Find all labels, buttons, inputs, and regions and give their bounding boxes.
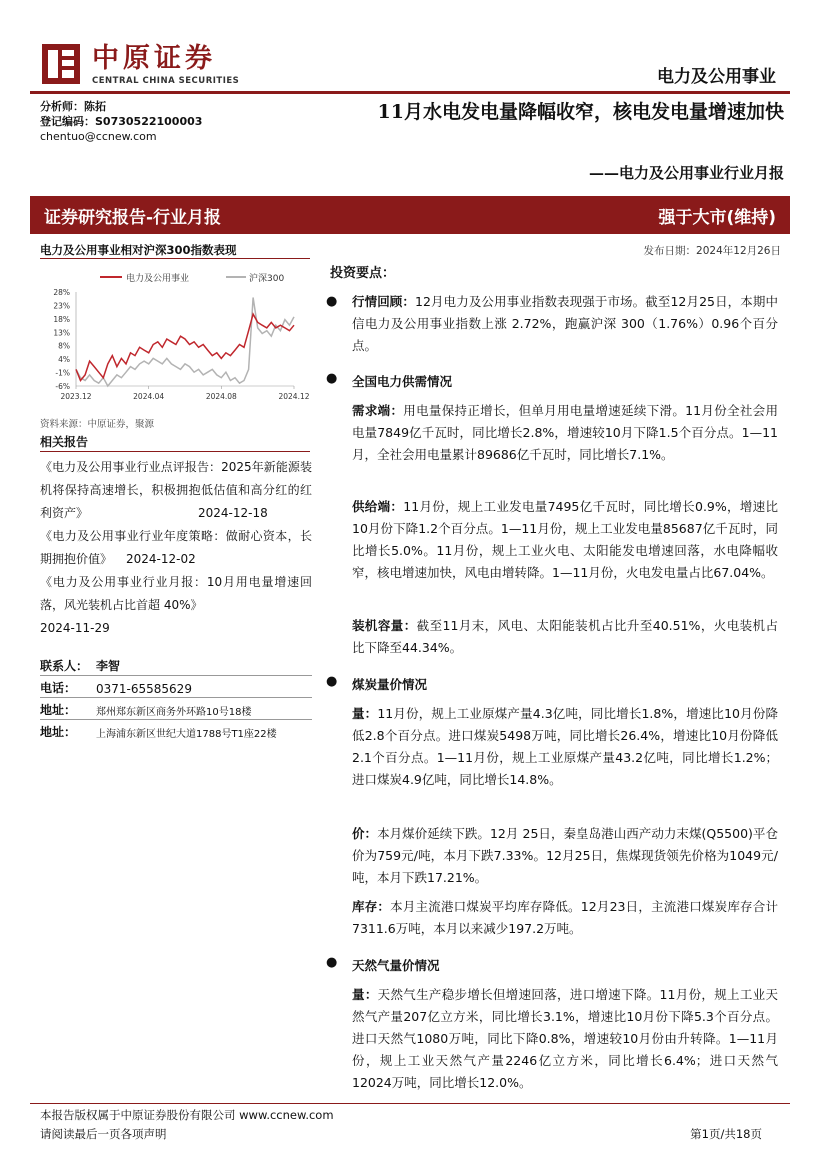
- rating: 强于大市(维持): [658, 208, 776, 228]
- publish-date: 发布日期：2024年12月26日: [643, 245, 781, 257]
- bullet-icon: ●: [326, 955, 338, 970]
- related-reports-heading: 相关报告: [40, 435, 89, 449]
- analyst-info: [40, 99, 202, 144]
- report-banner: [30, 196, 790, 234]
- coal-inventory-text: 本月主流港口煤炭平均库存降低。12月23日，主流港口煤炭库存合计7311.6万吨，本月以来减少197.2万吨。: [352, 899, 778, 936]
- coal-price: [352, 823, 778, 889]
- related-report-item[interactable]: [40, 456, 312, 525]
- logo-english: CENTRAL CHINA SECURITIES: [92, 76, 240, 86]
- contact-person: 李智: [96, 659, 121, 673]
- bullet-icon: ●: [326, 371, 338, 386]
- gas-volume-label: 量：: [352, 987, 378, 1002]
- analyst-name: 陈拓: [84, 100, 106, 113]
- x-tick-label: 2024.08: [205, 392, 237, 401]
- report-title: 11月水电发电量降幅收窄，核电发电量增速加快: [377, 101, 784, 123]
- gas-volume: [352, 984, 778, 1094]
- coal-volume-label: 量：: [352, 706, 378, 721]
- related-report-date: 2024-12-02: [126, 552, 196, 566]
- legend-label-sector: 电力及公用事业: [126, 274, 190, 284]
- y-tick-label: 4%: [58, 355, 70, 365]
- logo-mark-icon: [40, 42, 82, 86]
- logo-text: 中原证券: [92, 43, 216, 74]
- header-divider: [30, 91, 790, 94]
- coal-inventory: [352, 896, 778, 940]
- demand-text: 用电量保持正增长，但单月用电量增速延续下滑。11月份全社会用电量7849亿千瓦时，同比增长2.8%，增速较10月下降1.5个百分点。1—11月，全社会用电量累计89686亿千瓦时，同比增长7.1%。: [352, 403, 778, 462]
- report-type: 证券研究报告-行业月报: [44, 208, 222, 228]
- contact-person-label: 联系人：: [40, 659, 89, 673]
- page-number: 第1页/共18页: [690, 1127, 762, 1141]
- chart-source: 资料来源：中原证券，聚源: [40, 419, 155, 430]
- chart-title: 电力及公用事业相对沪深300指数表现: [40, 243, 237, 257]
- related-report-date: 2024-12-18: [198, 506, 268, 520]
- address1: 郑州郑东新区商务外环路10号18楼: [96, 707, 252, 718]
- market-review-text: 12月电力及公用事业指数表现强于市场。截至12月25日，本期中信电力及公用事业指数上涨 2.72%，跑赢沪深 300（1.76%）0.96个百分点。: [352, 294, 778, 353]
- coal-section-title: 煤炭量价情况: [352, 677, 428, 692]
- company-logo: [40, 42, 265, 92]
- phone-number: 0371-65585629: [96, 682, 192, 696]
- related-report-date: 2024-11-29: [40, 621, 110, 635]
- x-tick-label: 2024.12: [278, 392, 310, 401]
- section-heading: 投资要点：: [330, 266, 396, 281]
- performance-chart: [38, 266, 310, 408]
- disclaimer-note: 请阅读最后一页各项声明: [40, 1127, 167, 1141]
- market-review-label: 行情回顾：: [352, 294, 416, 309]
- capacity-label: 装机容量：: [352, 618, 417, 633]
- market-review: [352, 291, 778, 357]
- registration-number: S0730522100003: [95, 115, 203, 128]
- registration-label: 登记编码：: [40, 115, 95, 128]
- capacity-text: 截至11月末，风电、太阳能装机占比升至40.51%，火电装机占比下降至44.34%。: [352, 618, 778, 655]
- phone-label: 电话：: [40, 681, 77, 695]
- bullet-icon: ●: [326, 674, 338, 689]
- supply-label: 供给端：: [352, 499, 404, 514]
- footer-divider: [30, 1103, 790, 1104]
- y-tick-label: -1%: [55, 368, 70, 378]
- y-tick-label: 13%: [53, 328, 70, 338]
- legend-label-hs300: 沪深300: [249, 274, 285, 284]
- copyright-notice: 本报告版权属于中原证券股份有限公司 www.ccnew.com: [40, 1108, 334, 1122]
- x-tick-label: 2024.04: [133, 392, 165, 401]
- gas-volume-text: 天然气生产稳步增长但增速回落，进口增速下降。11月份，规上工业天然气产量207亿立方米，同比增长3.1%，增速比10月份下降5.3个百分点。进口天然气1080万吨，同比下降0.8%，增速较10月份由升转降。1—11月份，规上工业天然气产量2246亿立方米，同比增长6.4%；进口天然气12024万吨，同比增长12.0%。: [352, 987, 778, 1090]
- supply-side: [352, 496, 778, 584]
- related-reports-list: [40, 456, 312, 640]
- y-tick-label: 23%: [53, 301, 70, 311]
- supply-text: 11月份，规上工业发电量7495亿千瓦时，同比增长0.9%，增速比10月份下降1.2个百分点。1—11月份，规上工业发电量85687亿千瓦时，同比增长5.0%。11月份，规上工业火电、太阳能发电增速回落，水电降幅收窄，核电增速加快，风电由增转降。1—11月份，火电发电量占比67.04%。: [352, 499, 778, 580]
- sector-label: 电力及公用事业: [657, 67, 776, 87]
- contact-block: [40, 654, 315, 744]
- coal-price-label: 价：: [352, 826, 378, 841]
- gas-section-title: 天然气量价情况: [352, 958, 440, 973]
- address2-label: 地址：: [40, 725, 77, 739]
- demand-side: [352, 400, 778, 466]
- y-tick-label: -6%: [55, 382, 70, 391]
- coal-volume-text: 11月份，规上工业原煤产量4.3亿吨，同比增长1.8%，增速比10月份降低2.8个百分点。进口煤炭5498万吨，同比增长26.4%，增速比10月份降低2.1个百分点。1—11月份，规上工业原煤产量43.2亿吨，同比增长1.2%；进口煤炭4.9亿吨，同比增长14.8%。: [352, 706, 778, 787]
- related-report-item[interactable]: [40, 525, 312, 571]
- y-tick-label: 8%: [58, 341, 70, 351]
- related-report-title: 《电力及公用事业行业点评报告：2025年新能源装机将保持高速增长，积极拥抱低估值和高分红的红利资产》: [40, 460, 312, 520]
- y-tick-label: 18%: [53, 314, 70, 324]
- bullet-icon: ●: [326, 294, 338, 309]
- coal-volume: [352, 703, 778, 791]
- series-line-hs300: [76, 298, 294, 387]
- address1-label: 地址：: [40, 703, 77, 717]
- chart-title-divider: [40, 258, 310, 259]
- y-tick-label: 28%: [53, 288, 70, 297]
- coal-inventory-label: 库存：: [352, 899, 391, 914]
- report-subtitle: ——电力及公用事业行业月报: [588, 164, 784, 182]
- installed-capacity: [352, 615, 778, 659]
- related-report-title: 《电力及公用事业行业月报：10月用电量增速回落，风光装机占比首超 40%》: [40, 575, 312, 612]
- address2: 上海浦东新区世纪大道1788号T1座22楼: [96, 729, 277, 740]
- power-section-title: 全国电力供需情况: [352, 374, 453, 389]
- related-report-item[interactable]: [40, 571, 312, 640]
- investment-highlights: [322, 262, 780, 1102]
- related-report-title: 《电力及公用事业行业年度策略：做耐心资本，长期拥抱价值》: [40, 529, 312, 566]
- series-line-sector: [76, 314, 294, 380]
- x-tick-label: 2023.12: [60, 392, 92, 401]
- demand-label: 需求端：: [352, 403, 404, 418]
- analyst-email[interactable]: chentuo@ccnew.com: [40, 130, 157, 143]
- related-divider: [40, 451, 310, 452]
- analyst-label: 分析师：: [40, 100, 84, 113]
- coal-price-text: 本月煤价延续下跌。12月 25日，秦皇岛港山西产动力末煤(Q5500)平仓价为759元/吨，本月下跌7.33%。12月25日，焦煤现货领先价格为1049元/吨，本月下跌17.21%。: [352, 826, 778, 885]
